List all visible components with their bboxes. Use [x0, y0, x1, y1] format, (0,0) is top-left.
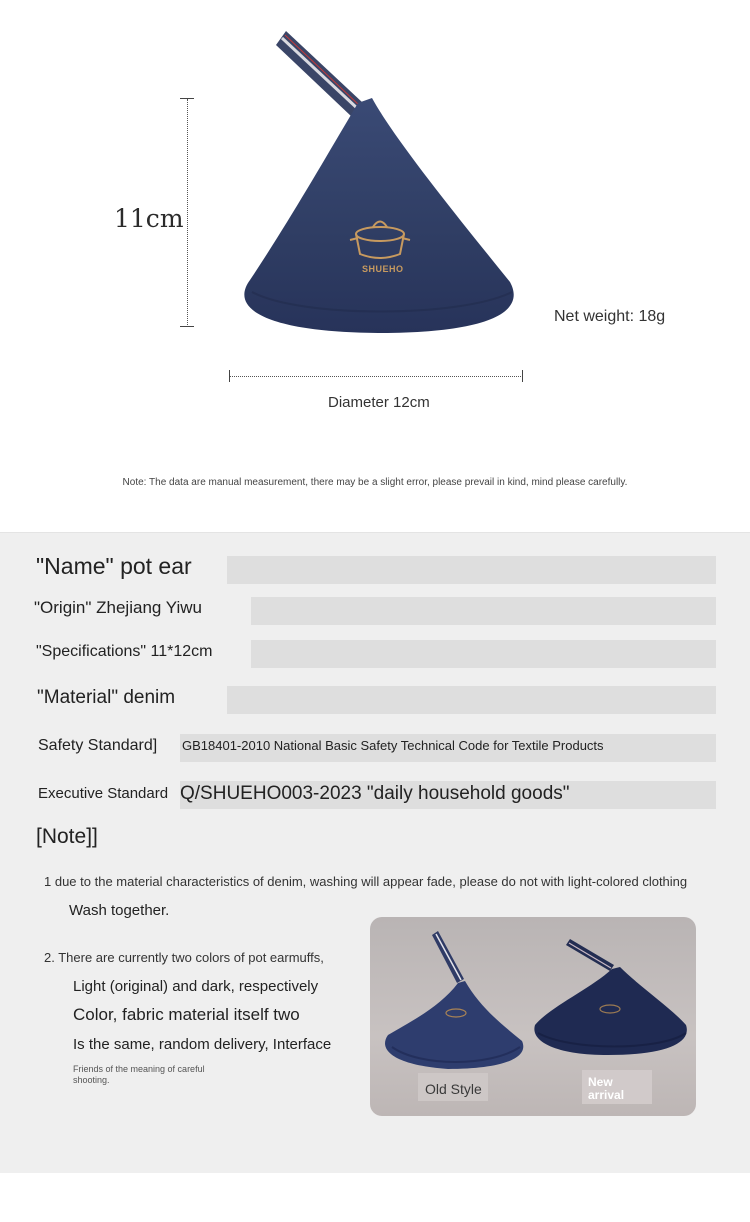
spec-safety-value: GB18401-2010 National Basic Safety Technical Code for Textile Products [182, 738, 604, 753]
diameter-dimension-cap-left [229, 370, 230, 382]
height-dimension-cap-top [180, 98, 194, 99]
spec-origin: "Origin" Zhejiang Yiwu [34, 598, 202, 617]
comparison-photo [370, 917, 696, 1116]
note-2-line-5: Friends of the meaning of careful [73, 1064, 205, 1074]
net-weight-label: Net weight: 18g [554, 308, 666, 325]
product-image [230, 25, 530, 340]
spec-exec-value: Q/SHUEHO003-2023 "daily household goods" [180, 783, 570, 804]
material-bar [227, 686, 716, 714]
height-dimension-line [187, 99, 188, 327]
spec-safety-label: Safety Standard] [38, 737, 158, 754]
note-2-line-1: 2. There are currently two colors of pot earmuffs, [44, 950, 324, 965]
specifications-bar [251, 640, 716, 668]
note-heading: [Note]] [36, 825, 98, 848]
height-label: 11cm [114, 204, 184, 233]
new-arrival-label-line-1: New [588, 1075, 613, 1089]
note-2-line-6: shooting. [73, 1075, 110, 1085]
pot-ear-cone [244, 98, 513, 333]
measurement-note: Note: The data are manual measurement, there may be a slight error, please prevail in kind, mind please carefully. [122, 477, 628, 488]
diameter-dimension-cap-right [522, 370, 523, 382]
comparison-photo-drawing [370, 917, 696, 1116]
old-style-label: Old Style [425, 1081, 482, 1097]
note-2-line-3: Color, fabric material itself two [73, 1005, 300, 1024]
spec-exec-label: Executive Standard [38, 785, 169, 802]
note-2-line-2: Light (original) and dark, respectively [73, 978, 319, 995]
name-bar [227, 556, 716, 584]
note-1-line-2: Wash together. [69, 902, 170, 919]
origin-bar [251, 597, 716, 625]
spec-material: "Material" denim [37, 687, 176, 708]
note-2-line-4: Is the same, random delivery, Interface [73, 1036, 332, 1053]
diameter-label: Diameter 12cm [328, 394, 430, 411]
new-arrival-label-line-2: arrival [588, 1088, 625, 1102]
note-1-line-1: 1 due to the material characteristics of denim, washing will appear fade, please do not with light-colored clothing [44, 874, 688, 889]
brand-embroidery: SHUEHO [362, 264, 404, 274]
diameter-dimension-line [230, 376, 523, 377]
spec-name: "Name" pot ear [36, 553, 192, 579]
new-arrival-label [588, 1076, 624, 1102]
spec-specifications: "Specifications" 11*12cm [36, 643, 213, 660]
height-dimension-cap-bottom [180, 326, 194, 327]
hanging-loop [276, 31, 363, 117]
